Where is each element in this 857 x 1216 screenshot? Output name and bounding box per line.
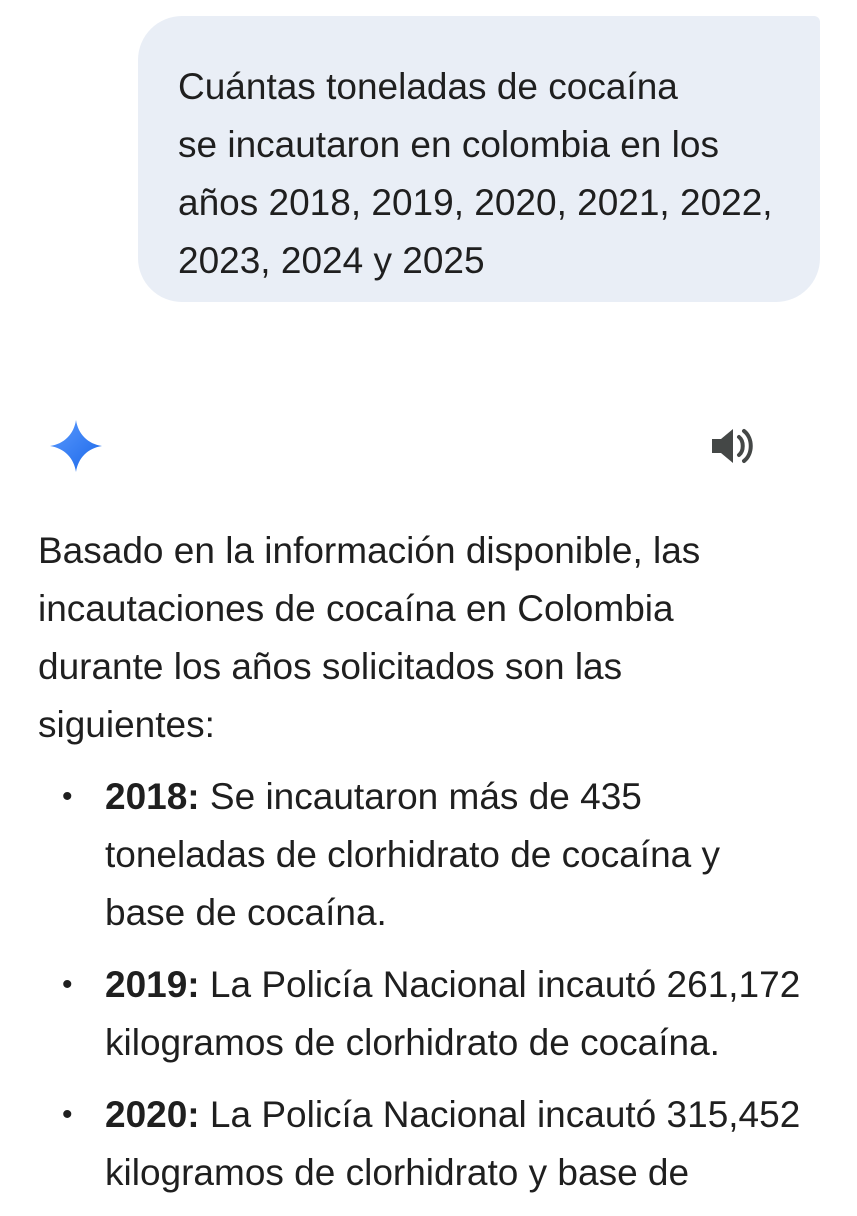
list-item [38, 768, 838, 942]
item-text: Se incautaron más de 435 [209, 776, 642, 817]
response-intro [38, 522, 838, 754]
volume-icon[interactable] [708, 424, 758, 468]
user-message-line: años 2018, 2019, 2020, 2021, 2022, [178, 182, 773, 223]
user-message-line: se incautaron en colombia en los [178, 124, 719, 165]
item-year: 2018: [105, 776, 200, 817]
bullet-icon: • [62, 1098, 73, 1131]
assistant-response [38, 522, 838, 1216]
list-item [38, 956, 838, 1072]
user-message-text [178, 58, 780, 290]
bullet-icon: • [62, 968, 73, 1001]
bullet-icon: • [62, 780, 73, 813]
list-item [38, 1086, 838, 1202]
intro-line: siguientes: [38, 704, 215, 745]
item-year: 2019: [105, 964, 200, 1005]
item-year: 2020: [105, 1094, 200, 1135]
gemini-sparkle-icon [48, 418, 104, 474]
user-message-bubble [138, 16, 820, 302]
seizure-list [38, 768, 838, 1202]
item-text: La Policía Nacional incautó 261,172 [209, 964, 801, 1005]
item-text: toneladas de clorhidrato de cocaína y [105, 834, 721, 875]
intro-line: Basado en la información disponible, las [38, 530, 701, 571]
user-message-line: 2023, 2024 y 2025 [178, 240, 485, 281]
intro-line: durante los años solicitados son las [38, 646, 623, 687]
user-message-line: Cuántas toneladas de cocaína [178, 66, 678, 107]
item-text: kilogramos de clorhidrato y base de [105, 1152, 690, 1193]
item-text: kilogramos de clorhidrato de cocaína. [105, 1022, 720, 1063]
item-text: base de cocaína. [105, 892, 387, 933]
intro-line: incautaciones de cocaína en Colombia [38, 588, 674, 629]
item-text: La Policía Nacional incautó 315,452 [209, 1094, 801, 1135]
